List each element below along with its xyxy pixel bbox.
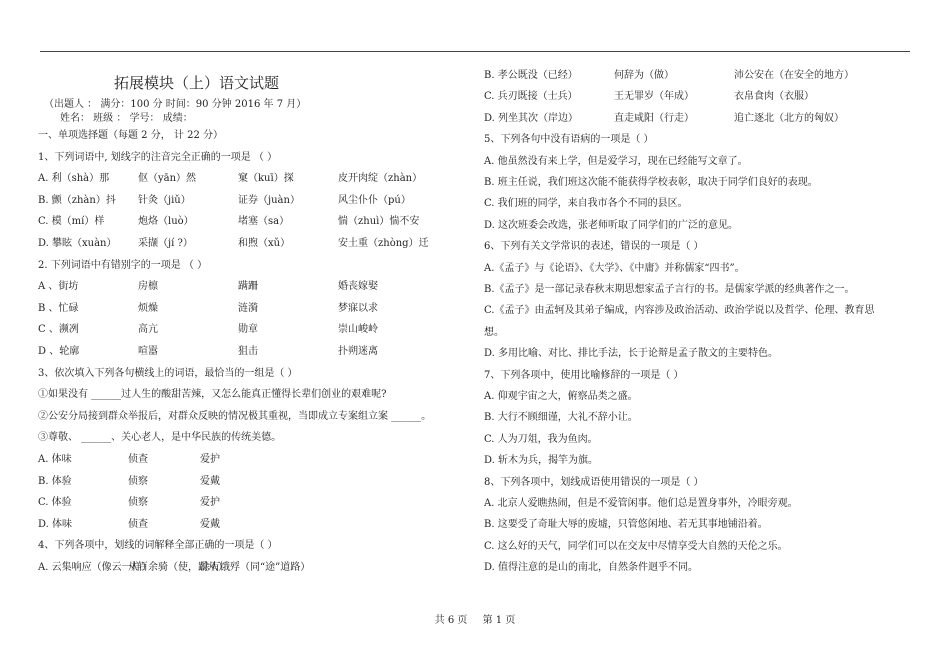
option-cell: 烦燥 <box>138 302 158 314</box>
option-cell: 喧嚣 <box>138 346 158 357</box>
option-cell: 涟漪 <box>238 302 258 314</box>
option-row <box>38 280 478 294</box>
option-cell: 窠（kuī）探 <box>238 173 294 185</box>
student-info-line: 姓名： 班级 ： 学号： 成绩： <box>60 113 193 124</box>
option-cell: 爱护 <box>200 497 220 509</box>
option-cell: D. 攀眩（xuàn） <box>38 238 117 249</box>
option-cell: C. 兵刃既接（士兵） <box>484 91 578 103</box>
option-cell: 皮开肉绽（zhàn） <box>338 173 423 185</box>
question-line: B. 这要受了奇耻大辱的废墟，只管悠闲地、若无其事地铺沿着。 <box>484 519 768 531</box>
option-cell: B 、忙碌 <box>38 302 79 314</box>
exam-title: 拓展模块（上）语文试题 <box>114 74 280 92</box>
question-line: D. 这次班委会改选，张老师听取了同学们的广泛的意见。 <box>484 219 739 231</box>
question-line: C. 这么好的天气，同学们可以在交友中尽情享受大自然的天伦之乐。 <box>484 540 788 552</box>
option-cell: A. 云集响应（像云一样） <box>38 562 152 573</box>
option-cell: 崇山峻岭 <box>338 324 378 336</box>
option-cell: 追亡逐北（北方的匈奴） <box>734 112 844 124</box>
option-cell: 从百余骑（使，跟从） <box>128 562 228 573</box>
option-cell: 侦查 <box>128 454 148 465</box>
question-line: C. 我们班的同学，来自我市各个不同的县区。 <box>484 198 688 210</box>
option-cell: 勋章 <box>238 324 258 336</box>
option-row <box>484 112 924 126</box>
question-line: B. 班主任说，我们班这次能不能获得学校表彰，取决于同学们良好的表现。 <box>484 177 818 188</box>
question-line: 8、下列各项中，划线成语使用错误的一项是（ ） <box>484 476 704 488</box>
option-row <box>38 194 478 208</box>
option-cell: 炮烙（luò） <box>138 216 194 228</box>
option-row <box>38 518 478 532</box>
option-cell: 蹒跚 <box>238 281 258 293</box>
option-cell: 和煦（xǔ） <box>238 238 291 249</box>
question-line: ③尊敬、 ______、关心老人，是中华民族的传统美德。 <box>38 432 282 444</box>
question-line: 1、下列词语中, 划线字的注音完全正确的一项是 （ ） <box>38 151 278 163</box>
question-line: 2. 下列词语中有错别字的一项是 （ ） <box>38 259 208 271</box>
question-line: 一、单项选择题（每题 2 分， 计 22 分） <box>38 130 223 141</box>
option-cell: 安土重（zhòng）迁 <box>338 238 429 249</box>
question-line: A. 仰观宇宙之大，俯察品类之盛。 <box>484 391 638 402</box>
option-cell: D. 体味 <box>38 518 73 530</box>
option-row <box>38 302 478 316</box>
exam-meta-info: （出题人 ： 满分：100 分 时间：90 分钟 2016 年 7 月） <box>44 99 307 110</box>
option-row <box>38 496 478 510</box>
option-cell: C 、濒冽 <box>38 324 79 336</box>
option-cell: D 、轮廓 <box>38 346 80 357</box>
option-cell: 采撷（jí ?） <box>138 238 193 249</box>
page-number: 第 1 页 <box>482 615 516 626</box>
option-cell: 侦察 <box>128 475 148 487</box>
question-line: C.《孟子》由孟轲及其弟子编成，内容涉及政治活动、政治学说以及哲学、伦理、教育思 <box>484 305 875 317</box>
option-row <box>38 172 478 186</box>
question-line: 5、下列各句中没有语病的一项是（ ） <box>484 134 654 146</box>
question-line: D. 斩木为兵，揭竿为旗。 <box>484 455 599 467</box>
option-cell: 婚丧嫁娶 <box>338 281 378 293</box>
question-line: 7、下列各项中，使用比喻修辞的一项是（ ） <box>484 369 684 381</box>
question-line: D. 多用比喻、对比、排比手法，长于论辩是孟子散文的主要特色。 <box>484 348 779 360</box>
option-row <box>38 323 478 337</box>
option-cell: 爱戴 <box>200 475 220 487</box>
question-line: ①如果没有 ______过人生的酸甜苦辣，又怎么能真正懂得长辈们创业的艰难呢? <box>38 389 387 401</box>
option-cell: 侦查 <box>128 518 148 530</box>
option-cell: 扑朔迷离 <box>338 346 378 357</box>
option-cell: B. 颤（zhàn）抖 <box>38 194 116 206</box>
option-cell: 风尘仆仆（pú） <box>338 194 411 206</box>
header-rule <box>40 51 910 52</box>
question-line: D. 值得注意的是山的南北，自然条件迥乎不同。 <box>484 562 699 574</box>
option-cell: 涂有饿殍（同“途”道路） <box>200 562 311 573</box>
option-cell: 沛公安在（在安全的地方） <box>734 70 854 81</box>
option-row <box>38 237 478 251</box>
question-line: ②公安分局接到群众举报后，对群众反映的情况极其重视，当即成立专案组立案 ______。 <box>38 410 432 422</box>
option-cell: 针灸（jiǔ） <box>138 194 191 206</box>
option-row <box>38 561 478 575</box>
option-row <box>38 345 478 359</box>
page-footer <box>0 611 950 626</box>
option-cell: 狙击 <box>238 346 258 357</box>
option-cell: D. 列坐其次（岸边） <box>484 112 579 124</box>
question-line: A. 他虽然没有来上学，但是爱学习，现在已经能写文章了。 <box>484 155 748 167</box>
option-cell: 直走咸阳（行走） <box>614 112 694 124</box>
question-line: 想。 <box>484 326 504 338</box>
option-cell: 高亢 <box>138 324 158 336</box>
option-cell: 衣帛食肉（衣服） <box>734 91 814 103</box>
option-cell: 爱护 <box>200 454 220 465</box>
option-cell: B. 体验 <box>38 475 72 487</box>
option-cell: 王无罪岁（年成） <box>614 91 694 103</box>
option-row <box>38 215 478 229</box>
option-cell: A. 体味 <box>38 454 72 465</box>
option-cell: 伛（yān）然 <box>138 173 197 185</box>
question-line: C. 人为刀俎，我为鱼肉。 <box>484 433 598 445</box>
option-cell: 房檩 <box>138 281 158 293</box>
option-cell: 堵塞（sa） <box>238 216 290 228</box>
option-row <box>484 90 924 104</box>
option-cell: B. 孝公既没（已经） <box>484 70 578 81</box>
option-cell: C. 模（mí）样 <box>38 216 105 228</box>
question-line: B. 大行不顾细谨，大礼不辞小让。 <box>484 412 638 424</box>
question-line: 6、下列有关文学常识的表述，错误的一项是（ ） <box>484 241 704 253</box>
question-line: A.《孟子》与《论语》、《大学》、《中庸》并称儒家“四书”。 <box>484 262 745 274</box>
option-cell: A 、街坊 <box>38 281 79 293</box>
question-line: 3、依次填入下列各句横线上的词语，最恰当的一组是（ ） <box>38 367 298 379</box>
question-line: A. 北京人爱瞧热闹，但是不爱管闲事。他们总是置身事外，冷眼旁观。 <box>484 498 798 509</box>
option-cell: 梦寐以求 <box>338 302 378 314</box>
total-pages: 共 6 页 <box>434 615 468 626</box>
option-cell: 爱戴 <box>200 518 220 530</box>
option-row <box>484 69 924 83</box>
option-cell: 何辞为（做） <box>614 70 674 81</box>
question-line: B.《孟子》是一部记录春秋末期思想家孟子言行的书。是儒家学派的经典著作之一。 <box>484 284 855 295</box>
option-cell: 证券（juàn） <box>238 194 300 206</box>
option-row <box>38 475 478 489</box>
option-cell: A. 利（shà）那 <box>38 173 110 185</box>
option-cell: 侦察 <box>128 497 148 509</box>
option-cell: 惴（zhuì）惴不安 <box>338 216 420 228</box>
question-line: 4、下列各项中，划线的词解释全部正确的一项是（ ） <box>38 540 278 552</box>
option-cell: C. 体验 <box>38 497 72 509</box>
option-row <box>38 453 478 467</box>
